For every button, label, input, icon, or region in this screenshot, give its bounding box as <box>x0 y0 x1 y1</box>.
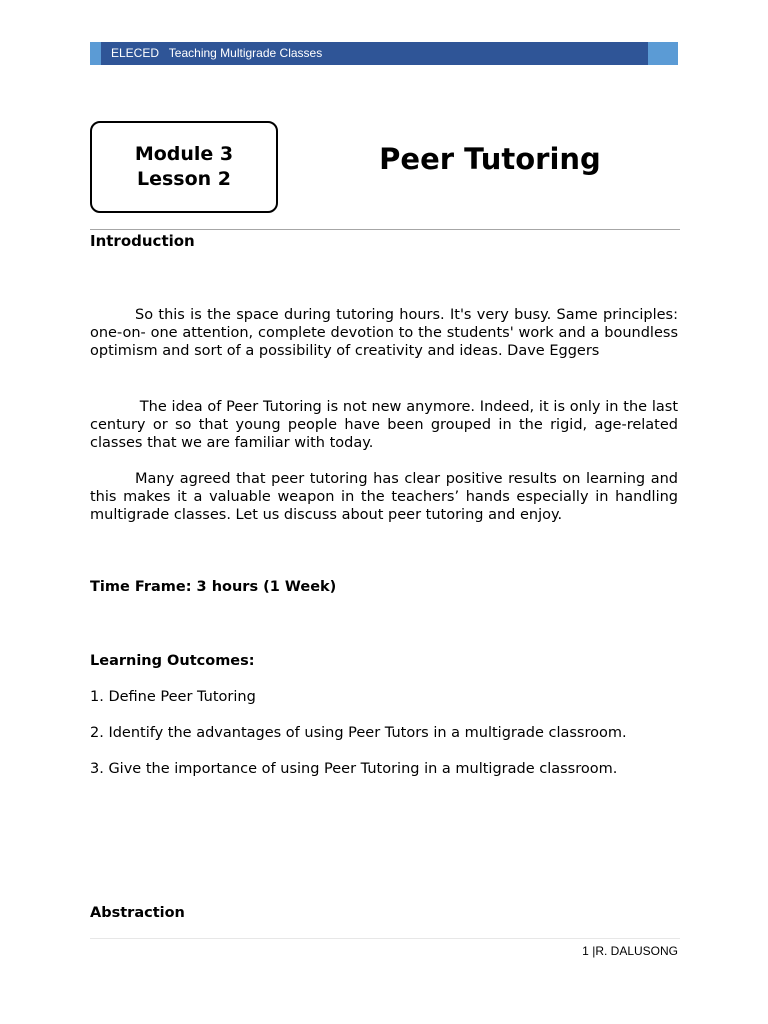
title-divider <box>90 229 680 230</box>
footer-divider <box>90 938 680 939</box>
intro-paragraph-quote: So this is the space during tutoring hours. It's very busy. Same principles: one-on- one attention, complete devotion to the students' work and a boundless optimism and sort of a possibility of creativity and ideas. Dave Eggers <box>90 307 678 360</box>
learning-outcome-item: 3. Give the importance of using Peer Tutoring in a multigrade classroom. <box>90 761 618 777</box>
page-title: Peer Tutoring <box>379 142 601 176</box>
intro-paragraph-history: The idea of Peer Tutoring is not new anymore. Indeed, it is only in the last century or so that young people have been grouped in the rigid, age-related classes that we are familiar with today. <box>90 399 683 452</box>
footer-separator: | <box>588 944 596 958</box>
intro-paragraph-benefits: Many agreed that peer tutoring has clear positive results on learning and this makes it a valuable weapon in the teachers’ hands especially in handling multigrade classes. Let us discuss about peer tutoring and enjoy. <box>90 471 678 524</box>
footer-author: R. DALUSONG <box>595 944 678 958</box>
module-lesson-box <box>90 121 278 213</box>
lesson-label: Lesson 2 <box>136 168 232 190</box>
abstraction-heading: Abstraction <box>90 905 185 921</box>
learning-outcomes-heading: Learning Outcomes: <box>90 653 255 669</box>
header-left-accent <box>90 42 101 65</box>
learning-outcome-item: 1. Define Peer Tutoring <box>90 689 256 705</box>
header-right-accent <box>648 42 678 65</box>
page-number: 1 <box>582 944 589 958</box>
page-footer <box>582 943 678 959</box>
header-course-title: ELECED Teaching Multigrade Classes <box>111 46 323 60</box>
module-label: Module 3 <box>134 143 234 165</box>
introduction-heading: Introduction <box>90 232 195 250</box>
time-frame: Time Frame: 3 hours (1 Week) <box>90 579 337 595</box>
page-header-bar <box>90 42 678 65</box>
learning-outcome-item: 2. Identify the advantages of using Peer Tutors in a multigrade classroom. <box>90 725 627 741</box>
